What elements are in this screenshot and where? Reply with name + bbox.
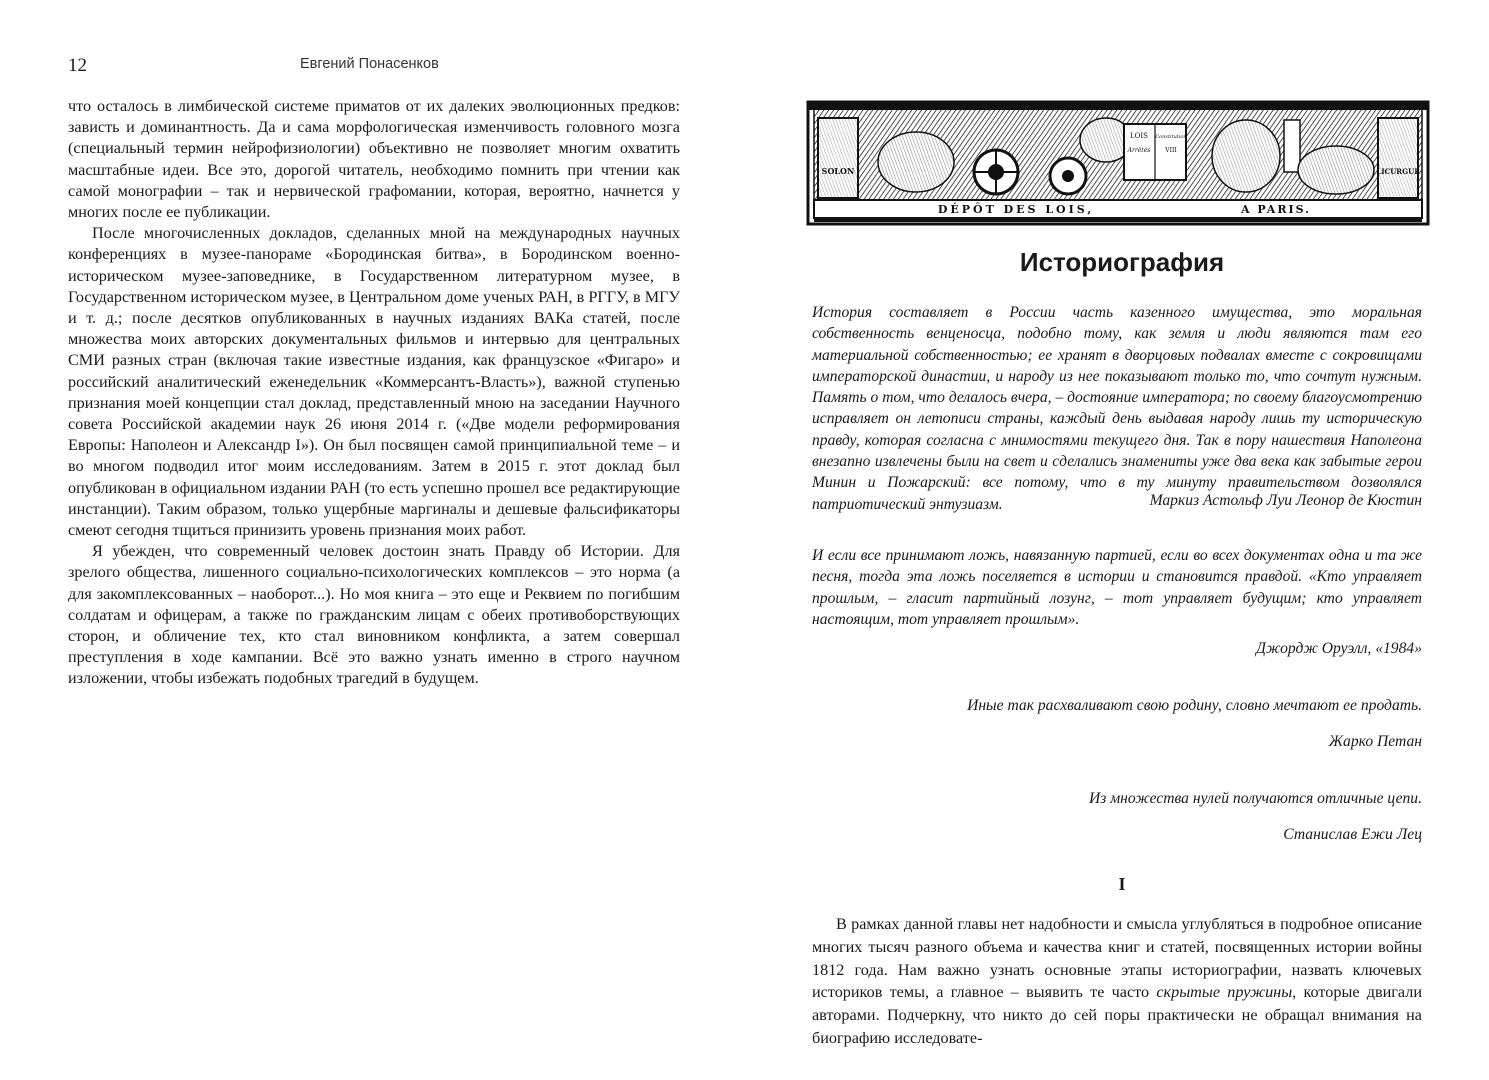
page-number: 12 [68, 55, 87, 76]
right-body-text [812, 913, 1422, 1050]
epigraph-text: И если все принимают ложь, навязанную партией, если во всех документах одна и та же песня, тогда эта ложь поселяется в истории и становится правдой. «Кто управляет прошлым, – гласит партийный лозунг, – тот управляет будущим; кто управляет настоящим, тот управляет прошлым». [812, 547, 1422, 628]
paragraph-text: , которые двигали авторами. Подчеркну, что никто до сей поры практически не обращал внимания на биографию исследовате- [812, 983, 1422, 1047]
banner-caption-left: DÉPÔT DES LOIS, [937, 203, 1095, 216]
epigraph-text: Из множества нулей получаются отличные цепи. [1088, 790, 1422, 807]
banner-left-label: SOLON [821, 166, 855, 176]
tablet-text: VIII [1165, 147, 1177, 154]
left-body-text [68, 96, 680, 690]
epigraph-author: Станислав Ежи Лец [1283, 826, 1422, 843]
paragraph: После многочисленных докладов, сделанных мной на международных научных конференциях в музее-панораме «Бородинская битва», в Бородинском военно-историческом музее-заповеднике, в Государственном литературном музее, в Государственном историческом музее, в Центральном доме ученых РАН, в РГГУ, в МГУ и т. д.; после десятков опубликованных в научных изданиях ВАКа статей, после множества моих авторских документальных фильмов и интервью для центральных СМИ разных стран (включая такие известные издания, как французское «Фигаро» и российский аналитический еженедельник «Коммерсантъ-Власть»), важной ступенью признания моей концепции стал доклад, представленный мною на заседании Научного совета Российской академии наук 26 июня 2014 г. («Две модели реформирования Европы: Наполеон и Александр I»). Он был посвящен самой принципиальной теме – и во многом подводил итог моим исследованиям. Затем в 2015 г. этот доклад был опубликован в официальном издании РАН (то есть успешно прошел все редактирующие инстанции). Таким образом, только ущербные маргиналы и дешевые фальсификаторы смеют сегодня тщиться принизить уровень признания моих работ. [68, 224, 680, 540]
paragraph: Я убежден, что современный человек достоин знать Правду об Истории. Для зрелого общества, лишенного социально-психологических комплексов – это норма (а для закомплексованных – наоборот...). Но моя книга – это еще и Реквием по погибшим солдатам и офицерам, а также по гражданским лицам с обеих противоборствующих сторон, и обличение тех, кто стал виновником конфликта, а затем совершал преступления в ходе кампании. Всё это важно узнать именно в строго научном изложении, чтобы избежать подобных трагедий в будущем. [68, 542, 680, 688]
epigraph-text: Иные так расхваливают свою родину, словно мечтают ее продать. [967, 697, 1422, 714]
running-head: Евгений Понасенков [300, 56, 439, 72]
epigraph-author: Джордж Оруэлл, «1984» [1256, 640, 1422, 657]
tablet-text: LOIS [1130, 132, 1148, 140]
right-page [744, 0, 1489, 1080]
section-numeral: I [1118, 874, 1126, 894]
chapter-title: Историография [1019, 247, 1225, 277]
banner-caption-right: A PARIS. [1240, 203, 1312, 216]
epigraph-author: Жарко Петан [1328, 733, 1422, 750]
paragraph: что осталось в лимбической системе приматов от их далеких эволюционных предков: зависть и доминантность. Да и сама морфологическая изменчивость головного мозга (специальный термин нейрофизиологии) объективно не позволяет многим охватить масштабные идеи. Все это, дорогой читатель, необходимо помнить при чтении как самой монографии – так и нервической графомании, которая, вероятно, начнется у многих после ее публикации. [68, 97, 680, 222]
epigraph [812, 302, 1422, 515]
engraving-banner [806, 100, 1430, 226]
epigraph-author: Маркиз Астольф Луи Леонор де Кюстин [1149, 492, 1422, 509]
tablet-text: Arrêtés [1127, 147, 1151, 154]
engraving-illustration [806, 100, 1430, 226]
epigraph-text: История составляет в России часть казенного имущества, это моральная собственность венценосца, подобно тому, как земля и люди являются там его материальной собственностью; ее хранят в дворцовых подвалах вместе с сокровищами императорской династии, и народу из нее показывают только то, что сочтут нужным. Память о том, что делалось вчера, – достояние императора; по своему благоусмотрению исправляет он летописи страны, каждый день выдавая народу лишь ту историческую правду, которая согласна с мнимостями текущего дня. Так в пору нашествия Наполеона внезапно извлечены были на свет и сделались знамениты уже два века как забытые герои Минин и Пожарский: все потому, что в ту минуту правительством дозволялся патриотический энтузиазм. [812, 304, 1422, 513]
emphasis-text: скрытые пружины [1156, 983, 1293, 1002]
epigraph [812, 695, 1422, 750]
tablet-text: Constitution [1155, 134, 1187, 140]
paragraph-text: В рамках данной главы нет надобности и смысла углубляться в подробное описание многих тысяч разного объема и качества книг и статей, посвященных истории войны 1812 года. Нам важно узнать основные этапы историографии, назвать ключевых историков темы, а главное – выявить те часто [812, 915, 1422, 1002]
banner-right-label: LICURGUE [1376, 167, 1420, 176]
left-page [0, 0, 744, 1080]
paragraph [812, 913, 1422, 1050]
epigraph [812, 788, 1422, 843]
epigraph [812, 545, 1422, 657]
